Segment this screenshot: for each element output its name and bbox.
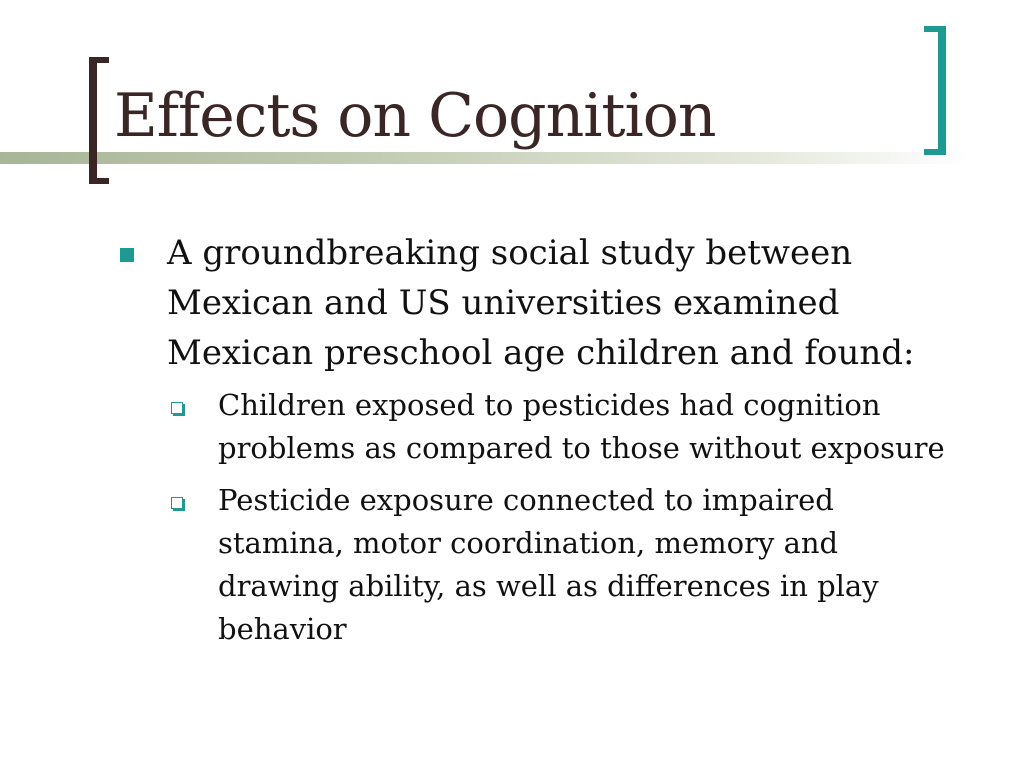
right-bracket-decoration bbox=[924, 26, 946, 155]
main-bullet bbox=[120, 228, 980, 378]
sub-bullet-list bbox=[120, 384, 980, 651]
sub-bullet-text: Children exposed to pesticides had cognition problems as compared to those without exposure bbox=[218, 388, 945, 465]
square-bullet-icon bbox=[120, 248, 134, 262]
left-bracket-decoration bbox=[89, 57, 109, 184]
hollow-square-bullet-icon bbox=[171, 402, 183, 414]
sub-bullet-item bbox=[120, 479, 960, 651]
main-bullet-text: A groundbreaking social study between Mexican and US universities examined Mexican preschool age children and found: bbox=[167, 233, 915, 373]
slide-content bbox=[120, 228, 980, 660]
sub-bullet-item bbox=[120, 384, 960, 470]
hollow-square-bullet-icon bbox=[171, 497, 183, 509]
slide-title: Effects on Cognition bbox=[114, 81, 716, 151]
sub-bullet-text: Pesticide exposure connected to impaired stamina, motor coordination, memory and drawing ability, as well as differences in play behavior bbox=[218, 483, 879, 646]
